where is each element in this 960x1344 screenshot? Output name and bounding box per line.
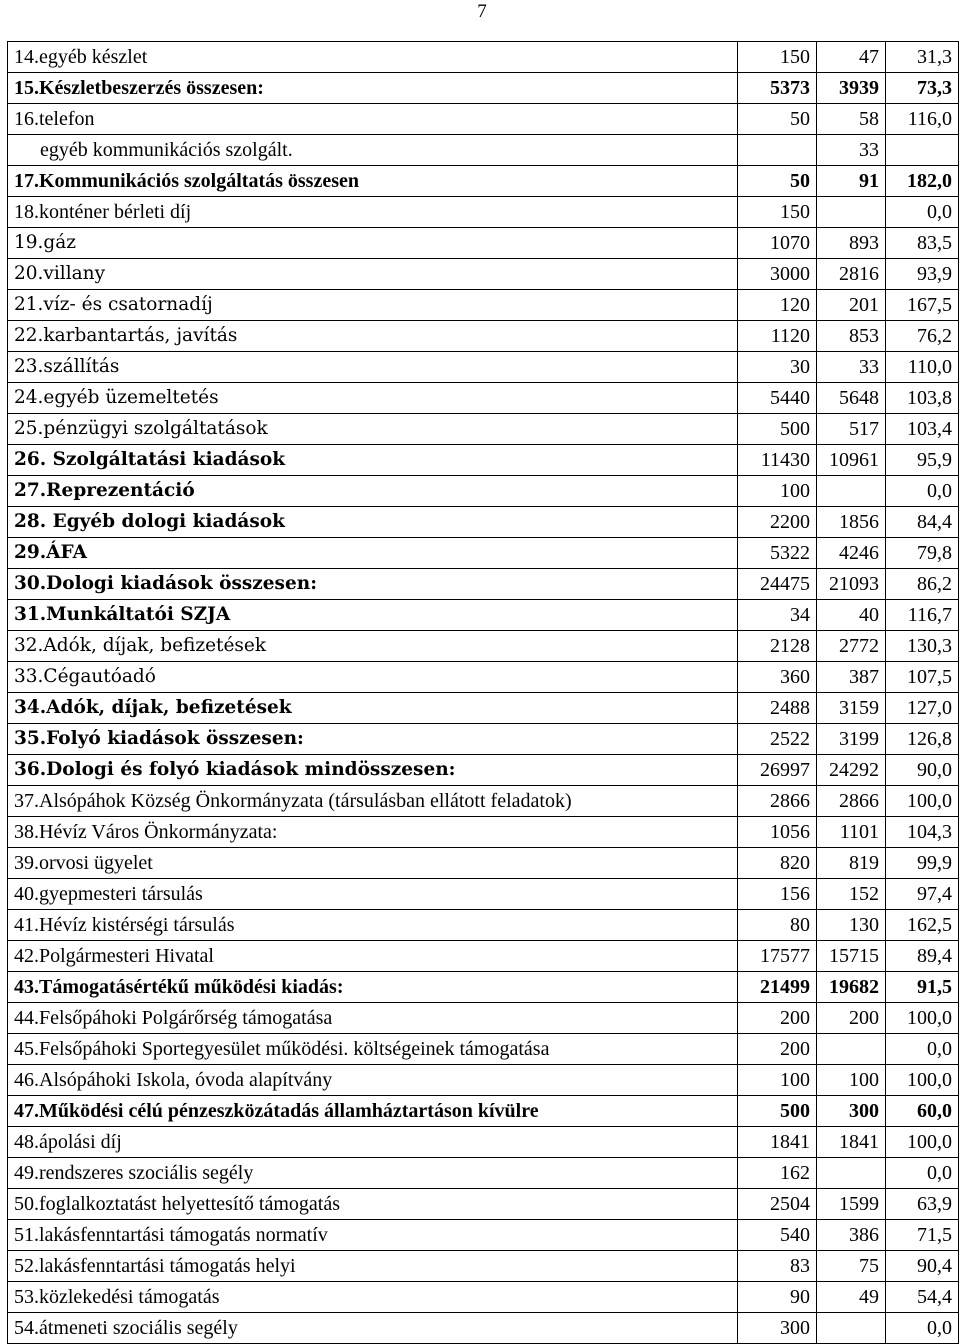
row-value-actual — [817, 1158, 886, 1189]
row-value-percent: 103,4 — [886, 414, 959, 445]
row-value-planned: 150 — [738, 42, 817, 73]
row-value-percent: 0,0 — [886, 1158, 959, 1189]
row-value-percent: 127,0 — [886, 693, 959, 724]
table-row — [8, 786, 959, 817]
table-row — [8, 817, 959, 848]
row-value-planned: 2866 — [738, 786, 817, 817]
table-row — [8, 631, 959, 662]
row-value-actual: 2866 — [817, 786, 886, 817]
row-label: 18.konténer bérleti díj — [8, 197, 738, 228]
row-value-planned: 50 — [738, 104, 817, 135]
row-value-percent: 107,5 — [886, 662, 959, 693]
row-label: 35.Folyó kiadások összesen: — [8, 724, 738, 755]
row-value-percent: 0,0 — [886, 1034, 959, 1065]
row-value-actual: 75 — [817, 1251, 886, 1282]
table-row — [8, 259, 959, 290]
row-value-planned: 17577 — [738, 941, 817, 972]
row-value-percent: 167,5 — [886, 290, 959, 321]
row-value-actual: 819 — [817, 848, 886, 879]
table-row — [8, 941, 959, 972]
row-value-planned: 156 — [738, 879, 817, 910]
row-label: 47.Működési célú pénzeszközátadás államháztartáson kívülre — [8, 1096, 738, 1127]
row-value-percent: 76,2 — [886, 321, 959, 352]
row-value-percent: 182,0 — [886, 166, 959, 197]
row-label: 24.egyéb üzemeltetés — [8, 383, 738, 414]
table-row — [8, 1003, 959, 1034]
row-label: 31.Munkáltatói SZJA — [8, 600, 738, 631]
row-value-percent: 95,9 — [886, 445, 959, 476]
row-value-actual: 33 — [817, 135, 886, 166]
row-value-planned: 83 — [738, 1251, 817, 1282]
row-value-planned: 820 — [738, 848, 817, 879]
table-row — [8, 197, 959, 228]
row-value-planned: 100 — [738, 1065, 817, 1096]
row-value-actual: 91 — [817, 166, 886, 197]
budget-table — [7, 41, 959, 1344]
row-value-actual: 4246 — [817, 538, 886, 569]
row-label: 14.egyéb készlet — [8, 42, 738, 73]
row-value-actual: 201 — [817, 290, 886, 321]
table-row — [8, 42, 959, 73]
row-value-actual: 2772 — [817, 631, 886, 662]
row-value-percent: 130,3 — [886, 631, 959, 662]
row-value-planned: 150 — [738, 197, 817, 228]
row-value-percent: 110,0 — [886, 352, 959, 383]
table-row — [8, 755, 959, 786]
row-label: 54.átmeneti szociális segély — [8, 1313, 738, 1344]
table-row — [8, 135, 959, 166]
row-value-percent: 86,2 — [886, 569, 959, 600]
row-value-planned: 3000 — [738, 259, 817, 290]
table-row — [8, 476, 959, 507]
row-value-actual: 3199 — [817, 724, 886, 755]
row-value-percent: 100,0 — [886, 1065, 959, 1096]
row-value-percent: 71,5 — [886, 1220, 959, 1251]
row-value-planned: 5322 — [738, 538, 817, 569]
row-label: 37.Alsópáhok Község Önkormányzata (társulásban ellátott feladatok) — [8, 786, 738, 817]
table-row — [8, 972, 959, 1003]
row-label: 20.villany — [8, 259, 738, 290]
row-label: 28. Egyéb dologi kiadások — [8, 507, 738, 538]
row-label: 49.rendszeres szociális segély — [8, 1158, 738, 1189]
row-value-actual — [817, 1313, 886, 1344]
row-label: 21.víz- és csatornadíj — [8, 290, 738, 321]
row-label: 22.karbantartás, javítás — [8, 321, 738, 352]
row-label: 26. Szolgáltatási kiadások — [8, 445, 738, 476]
row-value-actual: 1101 — [817, 817, 886, 848]
row-value-percent: 116,7 — [886, 600, 959, 631]
table-row — [8, 228, 959, 259]
row-value-percent: 73,3 — [886, 73, 959, 104]
row-value-actual: 1856 — [817, 507, 886, 538]
row-value-percent: 103,8 — [886, 383, 959, 414]
row-value-percent: 84,4 — [886, 507, 959, 538]
row-label: 46.Alsópáhoki Iskola, óvoda alapítvány — [8, 1065, 738, 1096]
row-value-percent: 97,4 — [886, 879, 959, 910]
row-label: 32.Adók, díjak, befizetések — [8, 631, 738, 662]
row-label: 39.orvosi ügyelet — [8, 848, 738, 879]
row-value-actual: 2816 — [817, 259, 886, 290]
table-row — [8, 538, 959, 569]
row-value-percent: 90,0 — [886, 755, 959, 786]
row-value-planned: 30 — [738, 352, 817, 383]
row-value-actual: 24292 — [817, 755, 886, 786]
table-row — [8, 569, 959, 600]
row-value-percent: 0,0 — [886, 476, 959, 507]
row-value-planned: 24475 — [738, 569, 817, 600]
row-value-planned: 2488 — [738, 693, 817, 724]
row-label: 33.Cégautóadó — [8, 662, 738, 693]
row-value-percent: 63,9 — [886, 1189, 959, 1220]
row-value-percent: 0,0 — [886, 1313, 959, 1344]
row-value-planned: 90 — [738, 1282, 817, 1313]
page-number: 7 — [477, 1, 487, 22]
row-value-planned: 11430 — [738, 445, 817, 476]
row-value-planned: 500 — [738, 414, 817, 445]
row-value-actual: 33 — [817, 352, 886, 383]
row-value-planned: 162 — [738, 1158, 817, 1189]
row-label: 27.Reprezentáció — [8, 476, 738, 507]
row-label: 17.Kommunikációs szolgáltatás összesen — [8, 166, 738, 197]
table-row — [8, 1065, 959, 1096]
row-value-actual: 47 — [817, 42, 886, 73]
row-value-actual: 3939 — [817, 73, 886, 104]
row-value-actual: 49 — [817, 1282, 886, 1313]
row-value-planned: 2504 — [738, 1189, 817, 1220]
row-label: 41.Hévíz kistérségi társulás — [8, 910, 738, 941]
row-value-percent: 54,4 — [886, 1282, 959, 1313]
table-row — [8, 848, 959, 879]
row-value-planned: 2128 — [738, 631, 817, 662]
row-value-planned: 1070 — [738, 228, 817, 259]
table-row — [8, 104, 959, 135]
row-value-planned: 1056 — [738, 817, 817, 848]
table-row — [8, 414, 959, 445]
row-value-percent: 100,0 — [886, 1003, 959, 1034]
row-label: 53.közlekedési támogatás — [8, 1282, 738, 1313]
row-label: 25.pénzügyi szolgáltatások — [8, 414, 738, 445]
row-value-actual — [817, 197, 886, 228]
row-value-percent: 0,0 — [886, 197, 959, 228]
row-value-actual: 387 — [817, 662, 886, 693]
row-value-planned: 360 — [738, 662, 817, 693]
row-value-percent: 126,8 — [886, 724, 959, 755]
table-row — [8, 1251, 959, 1282]
row-value-actual: 200 — [817, 1003, 886, 1034]
row-value-planned: 50 — [738, 166, 817, 197]
row-value-actual: 15715 — [817, 941, 886, 972]
table-row — [8, 910, 959, 941]
budget-table-body — [8, 42, 959, 1344]
table-row — [8, 662, 959, 693]
row-value-percent — [886, 135, 959, 166]
row-label: 42.Polgármesteri Hivatal — [8, 941, 738, 972]
row-value-planned: 500 — [738, 1096, 817, 1127]
row-value-planned: 120 — [738, 290, 817, 321]
row-value-actual: 893 — [817, 228, 886, 259]
row-value-percent: 91,5 — [886, 972, 959, 1003]
table-row — [8, 321, 959, 352]
row-value-planned: 2522 — [738, 724, 817, 755]
table-row — [8, 1282, 959, 1313]
row-value-actual: 5648 — [817, 383, 886, 414]
table-row — [8, 507, 959, 538]
row-value-percent: 100,0 — [886, 786, 959, 817]
row-value-percent: 104,3 — [886, 817, 959, 848]
table-row — [8, 693, 959, 724]
row-value-planned: 540 — [738, 1220, 817, 1251]
row-value-percent: 99,9 — [886, 848, 959, 879]
row-label: 43.Támogatásértékű működési kiadás: — [8, 972, 738, 1003]
row-value-actual: 21093 — [817, 569, 886, 600]
table-row — [8, 445, 959, 476]
table-row — [8, 879, 959, 910]
table-row — [8, 1096, 959, 1127]
row-value-actual: 300 — [817, 1096, 886, 1127]
table-row — [8, 73, 959, 104]
row-value-actual — [817, 1034, 886, 1065]
table-row — [8, 1220, 959, 1251]
row-value-actual: 58 — [817, 104, 886, 135]
row-value-percent: 93,9 — [886, 259, 959, 290]
row-label: 30.Dologi kiadások összesen: — [8, 569, 738, 600]
row-value-actual: 10961 — [817, 445, 886, 476]
row-value-actual: 19682 — [817, 972, 886, 1003]
row-value-percent: 31,3 — [886, 42, 959, 73]
row-label: 23.szállítás — [8, 352, 738, 383]
table-row — [8, 290, 959, 321]
row-value-planned: 300 — [738, 1313, 817, 1344]
row-value-planned: 34 — [738, 600, 817, 631]
row-label: 48.ápolási díj — [8, 1127, 738, 1158]
row-value-planned: 5440 — [738, 383, 817, 414]
row-value-planned: 26997 — [738, 755, 817, 786]
row-value-planned: 200 — [738, 1034, 817, 1065]
row-value-planned: 1120 — [738, 321, 817, 352]
row-value-planned: 200 — [738, 1003, 817, 1034]
row-value-planned: 21499 — [738, 972, 817, 1003]
row-value-planned: 5373 — [738, 73, 817, 104]
row-value-percent: 79,8 — [886, 538, 959, 569]
table-row — [8, 1127, 959, 1158]
row-label: 51.lakásfenntartási támogatás normatív — [8, 1220, 738, 1251]
row-label: 52.lakásfenntartási támogatás helyi — [8, 1251, 738, 1282]
row-label: 15.Készletbeszerzés összesen: — [8, 73, 738, 104]
row-value-actual: 40 — [817, 600, 886, 631]
row-value-percent: 162,5 — [886, 910, 959, 941]
row-value-planned: 100 — [738, 476, 817, 507]
row-value-planned: 2200 — [738, 507, 817, 538]
row-value-actual: 386 — [817, 1220, 886, 1251]
row-value-actual: 3159 — [817, 693, 886, 724]
row-value-percent: 100,0 — [886, 1127, 959, 1158]
row-label: 19.gáz — [8, 228, 738, 259]
row-label: 50.foglalkoztatást helyettesítő támogatás — [8, 1189, 738, 1220]
row-label: 16.telefon — [8, 104, 738, 135]
row-value-actual: 152 — [817, 879, 886, 910]
row-value-actual: 517 — [817, 414, 886, 445]
row-value-actual: 130 — [817, 910, 886, 941]
table-row — [8, 352, 959, 383]
table-row — [8, 166, 959, 197]
table-row — [8, 600, 959, 631]
row-label: 36.Dologi és folyó kiadások mindösszesen: — [8, 755, 738, 786]
table-row — [8, 1189, 959, 1220]
row-value-percent: 60,0 — [886, 1096, 959, 1127]
row-value-planned — [738, 135, 817, 166]
row-label: 45.Felsőpáhoki Sportegyesület működési. költségeinek támogatása — [8, 1034, 738, 1065]
table-row — [8, 383, 959, 414]
row-value-planned: 80 — [738, 910, 817, 941]
row-label: egyéb kommunikációs szolgált. — [8, 135, 738, 166]
row-value-actual — [817, 476, 886, 507]
row-label: 29.ÁFA — [8, 538, 738, 569]
table-row — [8, 1158, 959, 1189]
row-value-percent: 83,5 — [886, 228, 959, 259]
row-label: 34.Adók, díjak, befizetések — [8, 693, 738, 724]
row-label: 38.Hévíz Város Önkormányzata: — [8, 817, 738, 848]
row-value-actual: 1841 — [817, 1127, 886, 1158]
row-value-actual: 100 — [817, 1065, 886, 1096]
row-value-percent: 89,4 — [886, 941, 959, 972]
row-value-percent: 116,0 — [886, 104, 959, 135]
row-label: 44.Felsőpáhoki Polgárőrség támogatása — [8, 1003, 738, 1034]
row-value-actual: 1599 — [817, 1189, 886, 1220]
table-row — [8, 1313, 959, 1344]
table-row — [8, 724, 959, 755]
row-value-actual: 853 — [817, 321, 886, 352]
row-value-percent: 90,4 — [886, 1251, 959, 1282]
table-row — [8, 1034, 959, 1065]
row-label: 40.gyepmesteri társulás — [8, 879, 738, 910]
row-value-planned: 1841 — [738, 1127, 817, 1158]
